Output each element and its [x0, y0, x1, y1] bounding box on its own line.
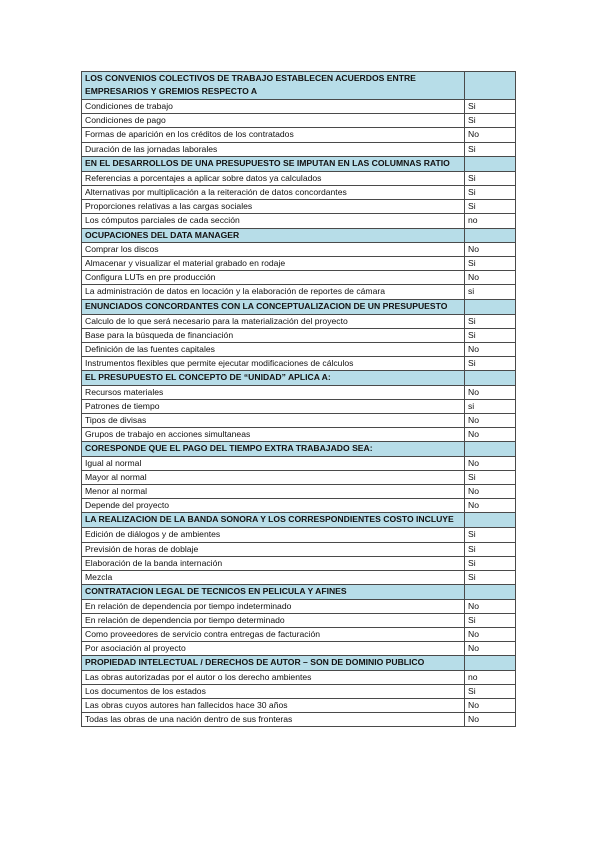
statement-cell: Condiciones de pago	[82, 114, 465, 128]
answer-cell: No	[465, 456, 516, 470]
statement-cell: Mayor al normal	[82, 470, 465, 484]
section-header	[82, 72, 516, 100]
answer-cell: No	[465, 128, 516, 142]
statement-cell: Por asociación al proyecto	[82, 642, 465, 656]
statement-cell: Tipos de divisas	[82, 414, 465, 428]
table-row	[82, 257, 516, 271]
statement-cell: Condiciones de trabajo	[82, 100, 465, 114]
answer-cell: Si	[465, 200, 516, 214]
table-row	[82, 571, 516, 585]
section-answer-cell	[465, 228, 516, 242]
table-row	[82, 627, 516, 641]
statement-cell: Mezcla	[82, 571, 465, 585]
statement-cell: Recursos materiales	[82, 385, 465, 399]
answer-cell: Si	[465, 114, 516, 128]
section-answer-cell	[465, 156, 516, 171]
statement-cell: Proporciones relativas a las cargas sociales	[82, 200, 465, 214]
statement-cell: Patrones de tiempo	[82, 399, 465, 413]
section-answer-cell	[465, 585, 516, 599]
section-answer-cell	[465, 72, 516, 100]
answer-cell: No	[465, 713, 516, 727]
table-row	[82, 684, 516, 698]
statement-cell: Alternativas por multiplicación a la reiteración de datos concordantes	[82, 186, 465, 200]
section-header	[82, 156, 516, 171]
statement-cell: Formas de aparición en los créditos de los contratados	[82, 128, 465, 142]
statement-cell: Todas las obras de una nación dentro de sus fronteras	[82, 713, 465, 727]
section-answer-cell	[465, 656, 516, 670]
table-row	[82, 314, 516, 328]
table-row	[82, 114, 516, 128]
statement-cell: Configura LUTs en pre producción	[82, 271, 465, 285]
answer-cell: Si	[465, 528, 516, 542]
table-row	[82, 214, 516, 228]
answer-cell: Si	[465, 556, 516, 570]
answer-cell: Si	[465, 314, 516, 328]
statement-cell: Grupos de trabajo en acciones simultaneas	[82, 428, 465, 442]
table-row	[82, 556, 516, 570]
table-row	[82, 343, 516, 357]
table-row	[82, 142, 516, 156]
answer-cell: Si	[465, 142, 516, 156]
answer-cell: No	[465, 271, 516, 285]
answer-cell: No	[465, 428, 516, 442]
table-row	[82, 613, 516, 627]
section-title: LA REALIZACION DE LA BANDA SONORA Y LOS CORRESPONDIENTES COSTO INCLUYE	[82, 513, 465, 528]
table-row	[82, 456, 516, 470]
table-row	[82, 242, 516, 256]
statement-cell: En relación de dependencia por tiempo indeterminado	[82, 599, 465, 613]
answer-cell: No	[465, 599, 516, 613]
section-header	[82, 371, 516, 385]
table-row	[82, 428, 516, 442]
statement-cell: Calculo de lo que será necesario para la materialización del proyecto	[82, 314, 465, 328]
section-title: CORESPONDE QUE EL PAGO DEL TIEMPO EXTRA TRABAJADO SEA:	[82, 442, 465, 456]
section-title: EN EL DESARROLLOS DE UNA PRESUPUESTO SE IMPUTAN EN LAS COLUMNAS RATIO	[82, 156, 465, 171]
table-row	[82, 670, 516, 684]
table-row	[82, 128, 516, 142]
table-row	[82, 171, 516, 185]
table-row	[82, 528, 516, 542]
answer-cell: si	[465, 399, 516, 413]
statement-cell: La administración de datos en locación y la elaboración de reportes de cámara	[82, 285, 465, 299]
answer-cell: Si	[465, 186, 516, 200]
table-row	[82, 499, 516, 513]
statement-cell: Comprar los discos	[82, 242, 465, 256]
statement-cell: Instrumentos flexibles que permite ejecutar modificaciones de cálculos	[82, 357, 465, 371]
answer-cell: No	[465, 385, 516, 399]
statement-cell: Depende del proyecto	[82, 499, 465, 513]
table-row	[82, 328, 516, 342]
table-row	[82, 599, 516, 613]
answer-cell: Si	[465, 357, 516, 371]
table-row	[82, 485, 516, 499]
statement-cell: Almacenar y visualizar el material grabado en rodaje	[82, 257, 465, 271]
statement-cell: Las obras cuyos autores han fallecidos hace 30 años	[82, 698, 465, 712]
statement-cell: Como proveedores de servicio contra entregas de facturación	[82, 627, 465, 641]
answer-cell: Si	[465, 257, 516, 271]
answer-cell: No	[465, 242, 516, 256]
statement-cell: Duración de las jornadas laborales	[82, 142, 465, 156]
answer-cell: No	[465, 414, 516, 428]
table-row	[82, 713, 516, 727]
answer-cell: no	[465, 214, 516, 228]
section-header	[82, 299, 516, 314]
table-row	[82, 100, 516, 114]
statement-cell: Definición de las fuentes capitales	[82, 343, 465, 357]
section-answer-cell	[465, 299, 516, 314]
section-title: PROPIEDAD INTELECTUAL / DERECHOS DE AUTOR – SON DE DOMINIO PUBLICO	[82, 656, 465, 670]
answer-cell: Si	[465, 100, 516, 114]
answer-cell: No	[465, 698, 516, 712]
statement-cell: Menor al normal	[82, 485, 465, 499]
answer-cell: No	[465, 485, 516, 499]
table-row	[82, 642, 516, 656]
statement-cell: Edición de diálogos y de ambientes	[82, 528, 465, 542]
section-title: ENUNCIADOS CONCORDANTES CON LA CONCEPTUALIZACION DE UN PRESUPUESTO	[82, 299, 465, 314]
answer-cell: Si	[465, 542, 516, 556]
answer-cell: No	[465, 627, 516, 641]
statement-cell: Las obras autorizadas por el autor o los derecho ambientes	[82, 670, 465, 684]
table-row	[82, 698, 516, 712]
section-header	[82, 442, 516, 456]
answer-cell: no	[465, 670, 516, 684]
answer-cell: si	[465, 285, 516, 299]
section-title: EL PRESUPUESTO EL CONCEPTO DE “UNIDAD” APLICA A:	[82, 371, 465, 385]
table-row	[82, 542, 516, 556]
statement-cell: Elaboración de la banda internación	[82, 556, 465, 570]
statement-cell: Referencias a porcentajes a aplicar sobre datos ya calculados	[82, 171, 465, 185]
table-row	[82, 399, 516, 413]
statement-cell: Igual al normal	[82, 456, 465, 470]
table-row	[82, 285, 516, 299]
answer-cell: No	[465, 499, 516, 513]
section-title: LOS CONVENIOS COLECTIVOS DE TRABAJO ESTABLECEN ACUERDOS ENTRE EMPRESARIOS Y GREMIOS RESPECTO A	[82, 72, 465, 100]
statement-cell: En relación de dependencia por tiempo determinado	[82, 613, 465, 627]
section-answer-cell	[465, 442, 516, 456]
section-header	[82, 513, 516, 528]
section-title: OCUPACIONES DEL DATA MANAGER	[82, 228, 465, 242]
answer-cell: Si	[465, 171, 516, 185]
table-row	[82, 357, 516, 371]
table-row	[82, 385, 516, 399]
answer-cell: Si	[465, 684, 516, 698]
section-answer-cell	[465, 371, 516, 385]
quiz-table	[81, 71, 516, 727]
answer-cell: Si	[465, 328, 516, 342]
answer-cell: Si	[465, 470, 516, 484]
statement-cell: Base para la búsqueda de financiación	[82, 328, 465, 342]
table-row	[82, 200, 516, 214]
answer-cell: No	[465, 343, 516, 357]
table-row	[82, 186, 516, 200]
section-answer-cell	[465, 513, 516, 528]
answer-cell: Si	[465, 571, 516, 585]
section-title: CONTRATACION LEGAL DE TECNICOS EN PELICULA Y AFINES	[82, 585, 465, 599]
table-row	[82, 414, 516, 428]
section-header	[82, 656, 516, 670]
statement-cell: Los cómputos parciales de cada sección	[82, 214, 465, 228]
answer-cell: Si	[465, 613, 516, 627]
section-header	[82, 228, 516, 242]
statement-cell: Previsión de horas de doblaje	[82, 542, 465, 556]
answer-cell: No	[465, 642, 516, 656]
section-header	[82, 585, 516, 599]
table-row	[82, 271, 516, 285]
table-row	[82, 470, 516, 484]
statement-cell: Los documentos de los estados	[82, 684, 465, 698]
